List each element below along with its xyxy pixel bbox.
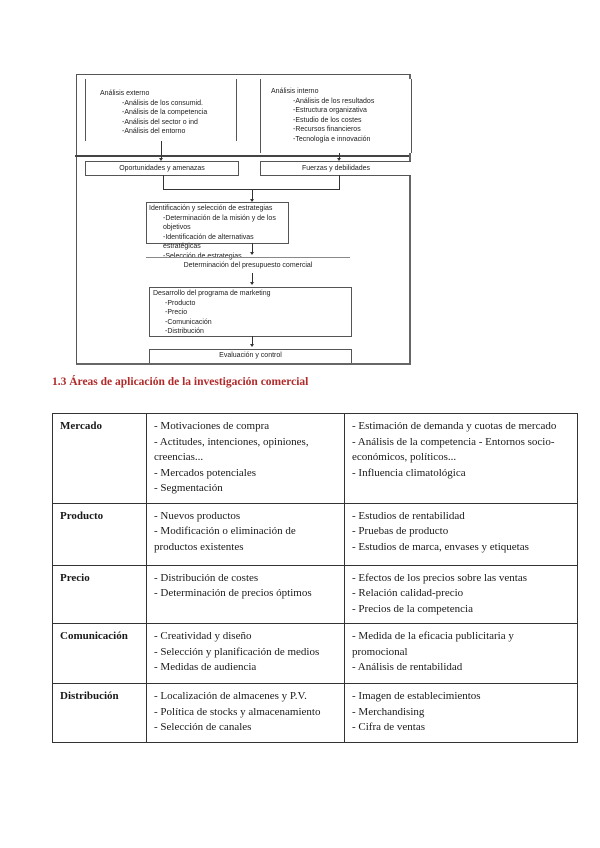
strengths-box: Fuerzas y debilidades bbox=[260, 161, 411, 176]
table-row bbox=[53, 503, 578, 565]
table-row bbox=[53, 624, 578, 684]
cell-col1: - Creatividad y diseño - Selección y planificación de medios - Medidas de audiencia bbox=[147, 624, 345, 684]
category-cell: Mercado bbox=[53, 414, 147, 504]
internal-analysis-title: Análisis interno bbox=[271, 88, 319, 95]
program-title: Desarrollo del programa de marketing bbox=[153, 290, 271, 297]
table-row bbox=[53, 684, 578, 743]
arrow-down-icon bbox=[250, 344, 254, 347]
external-analysis-title: Análisis externo bbox=[100, 90, 150, 97]
arrow-down-icon bbox=[250, 282, 254, 285]
internal-item: -Recursos financieros bbox=[293, 126, 361, 134]
internal-analysis-box bbox=[260, 79, 412, 153]
connector bbox=[161, 141, 162, 159]
external-analysis-box bbox=[85, 79, 237, 141]
category-cell: Producto bbox=[53, 503, 147, 565]
internal-item: -Estudio de los costes bbox=[293, 116, 362, 124]
connector bbox=[339, 175, 340, 189]
category-cell: Precio bbox=[53, 565, 147, 624]
budget-rule bbox=[146, 257, 350, 258]
table-row bbox=[53, 414, 578, 504]
cell-col1: - Distribución de costes - Determinación de precios óptimos bbox=[147, 565, 345, 624]
strategy-title: Identificación y selección de estrategias bbox=[149, 205, 273, 212]
cell-col2: - Estimación de demanda y cuotas de mercado - Análisis de la competencia - Entornos socio-económicos, políticos... - Influencia climatológica bbox=[345, 414, 578, 504]
cell-col2: - Estudios de rentabilidad - Pruebas de producto - Estudios de marca, envases y etiquetas bbox=[345, 503, 578, 565]
external-item: -Análisis de los consumid. bbox=[122, 99, 203, 107]
section-heading: 1.3 Áreas de aplicación de la investigación comercial bbox=[52, 376, 309, 388]
external-item: -Análisis del entorno bbox=[122, 128, 186, 136]
cell-col2: - Medida de la eficacia publicitaria y promocional - Análisis de rentabilidad bbox=[345, 624, 578, 684]
cell-col1: - Motivaciones de compra - Actitudes, intenciones, opiniones, creencias... - Mercados potenciales - Segmentación bbox=[147, 414, 345, 504]
program-item: -Distribución bbox=[165, 328, 204, 336]
arrow-down-icon bbox=[250, 252, 254, 255]
category-cell: Comunicación bbox=[53, 624, 147, 684]
table-row bbox=[53, 565, 578, 624]
budget-label: Determinación del presupuesto comercial bbox=[183, 262, 313, 269]
category-cell: Distribución bbox=[53, 684, 147, 743]
strategy-box bbox=[146, 202, 289, 251]
connector bbox=[163, 175, 164, 189]
internal-item: -Tecnología e innovación bbox=[293, 135, 371, 143]
cell-col2: - Imagen de establecimientos - Merchandising - Cifra de ventas bbox=[345, 684, 578, 743]
opportunities-box: Oportunidades y amenazas bbox=[85, 161, 239, 176]
internal-item: -Estructura organizativa bbox=[293, 107, 367, 115]
program-item: -Comunicación bbox=[165, 318, 212, 326]
cell-col1: - Nuevos productos - Modificación o eliminación de productos existentes bbox=[147, 503, 345, 565]
marketing-program-box bbox=[149, 287, 352, 337]
strategy-item: -Identificación de alternativas estratégicas bbox=[163, 233, 254, 251]
program-item: -Precio bbox=[165, 309, 188, 317]
marketing-process-diagram bbox=[76, 74, 411, 365]
application-areas-table bbox=[52, 413, 578, 743]
divider-line bbox=[75, 155, 409, 157]
program-item: -Producto bbox=[165, 299, 196, 307]
cell-col1: - Localización de almacenes y P.V. - Política de stocks y almacenamiento - Selección de canales bbox=[147, 684, 345, 743]
internal-item: -Análisis de los resultados bbox=[293, 97, 375, 105]
cell-col2: - Efectos de los precios sobre las ventas - Relación calidad-precio - Precios de la competencia bbox=[345, 565, 578, 624]
evaluation-box: Evaluación y control bbox=[149, 349, 352, 363]
strategy-item: -Determinación de la misión y de los objetivos bbox=[163, 214, 276, 232]
external-item: -Análisis del sector o ind bbox=[122, 118, 198, 126]
external-item: -Análisis de la competencia bbox=[122, 109, 208, 117]
